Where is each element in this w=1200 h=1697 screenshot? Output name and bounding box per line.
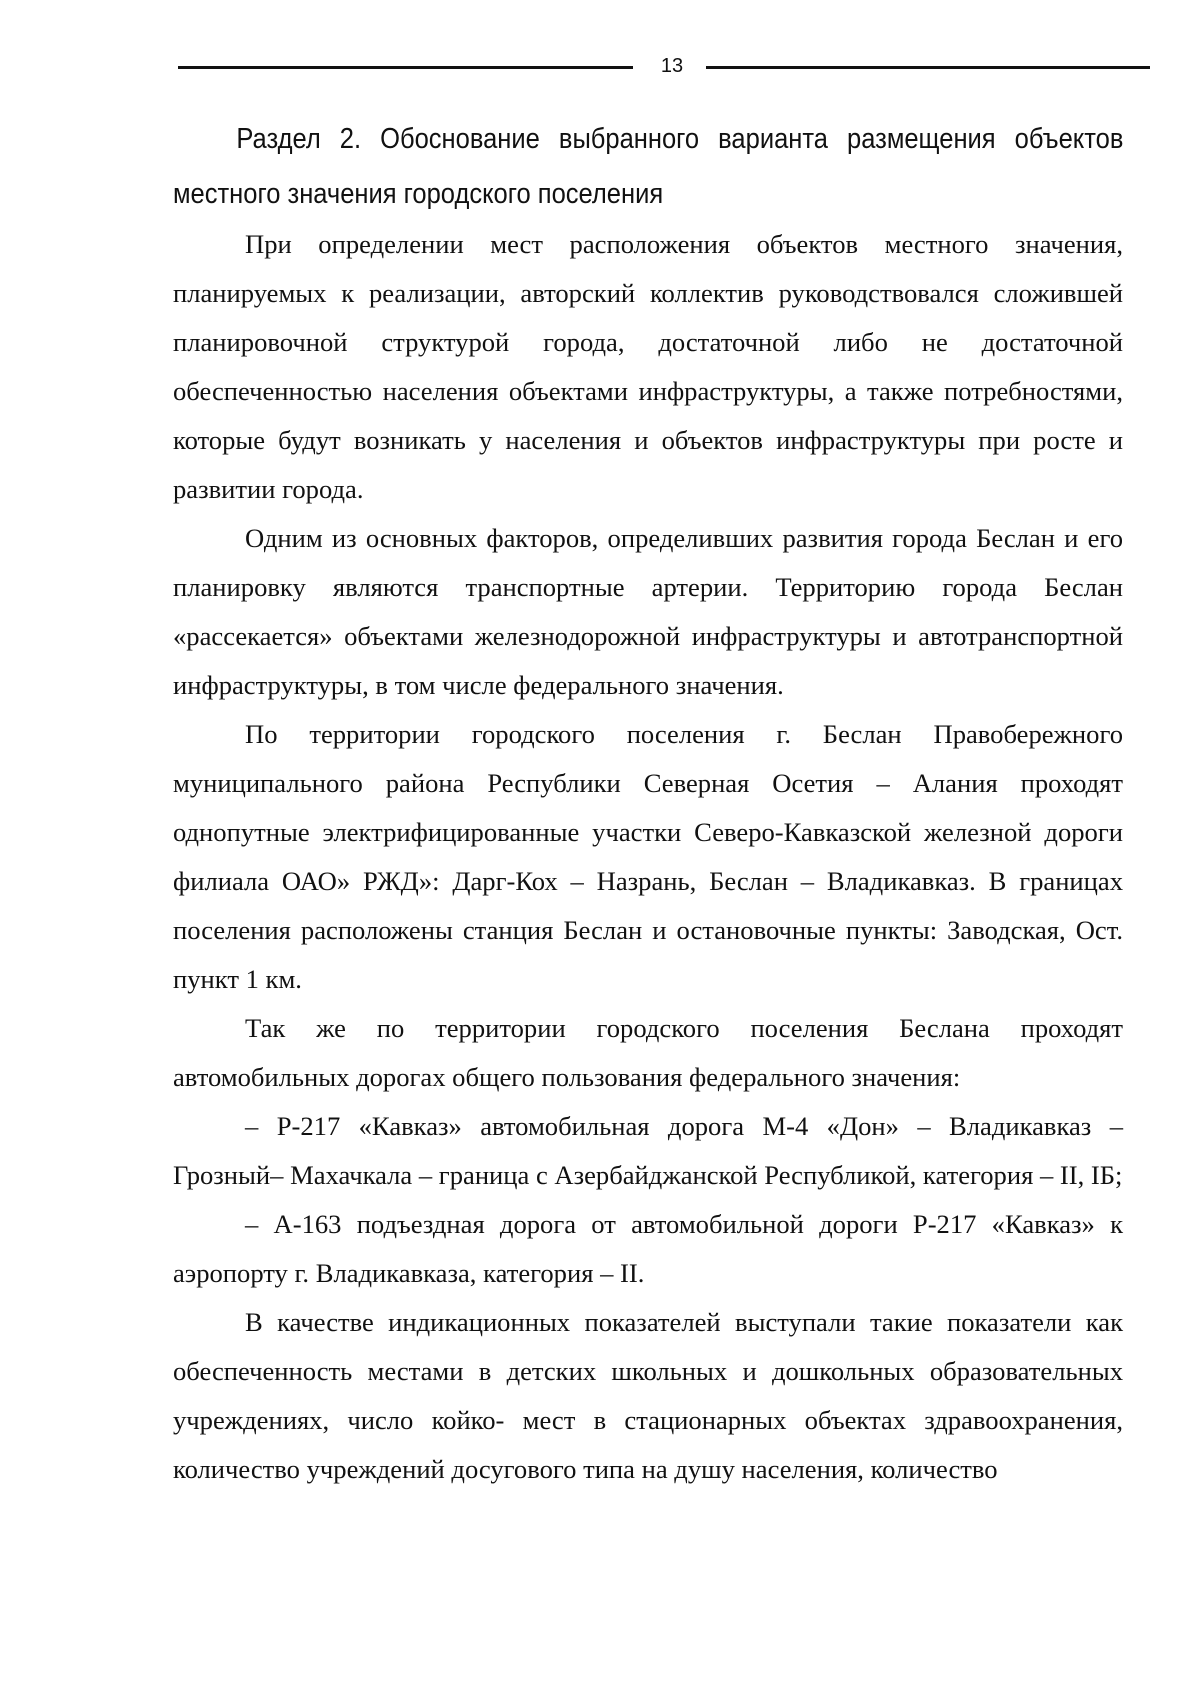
section-title: Раздел 2. Обоснование выбранного варианта размещения объектов местного значения городского поселения	[173, 123, 1124, 210]
paragraph-railway: По территории городского поселения г. Беслан Правобережного муниципального района Республики Северная Осетия – Алания проходят однопутные электрифицированные участки Северо-Кавказской железной дороги филиала ОАО» РЖД»: Дарг-Кох – Назрань, Беслан – Владикавказ. В границах поселения расположены станция Беслан и остановочные пункты: Заводская, Ост. пункт 1 км.	[173, 719, 1123, 994]
page-header	[178, 52, 1150, 78]
paragraph-placement-principles: При определении мест расположения объектов местного значения, планируемых к реализации, авторский коллектив руководствовался сложившей планировочной структурой города, достаточной либо не достаточной обеспеченностью населения объектами инфраструктуры, а также потребностями, которые будут возникать у населения и объектов инфраструктуры при росте и развитии города.	[173, 229, 1123, 504]
list-item-road-r217: – Р-217 «Кавказ» автомобильная дорога М-4 «Дон» – Владикавказ – Грозный– Махачкала – граница с Азербайджанской Республикой, категория – II, IБ;	[173, 1111, 1123, 1190]
header-rule-left	[178, 66, 633, 69]
paragraph-federal-roads-intro: Так же по территории городского поселения Беслана проходят автомобильных дорогах общего пользования федерального значения:	[173, 1013, 1123, 1092]
section-title-block	[173, 112, 1123, 220]
paragraph-indicators: В качестве индикационных показателей выступали такие показатели как обеспеченность местами в детских школьных и дошкольных образовательных учреждениях, число койко- мест в стационарных объектах здравоохранения, количество учреждений досугового типа на душу населения, количество	[173, 1307, 1123, 1484]
paragraph-transport-factors: Одним из основных факторов, определивших развития города Беслан и его планировку являются транспортные артерии. Территорию города Беслан «рассекается» объектами железнодорожной инфраструктуры и автотранспортной инфраструктуры, в том числе федерального значения.	[173, 523, 1123, 700]
list-item-road-a163: – А-163 подъездная дорога от автомобильной дороги Р-217 «Кавказ» к аэропорту г. Владикавказа, категория – II.	[173, 1209, 1123, 1288]
header-rule-right	[706, 66, 1150, 69]
page-number: 13	[660, 55, 684, 77]
document-body	[173, 112, 1123, 1494]
